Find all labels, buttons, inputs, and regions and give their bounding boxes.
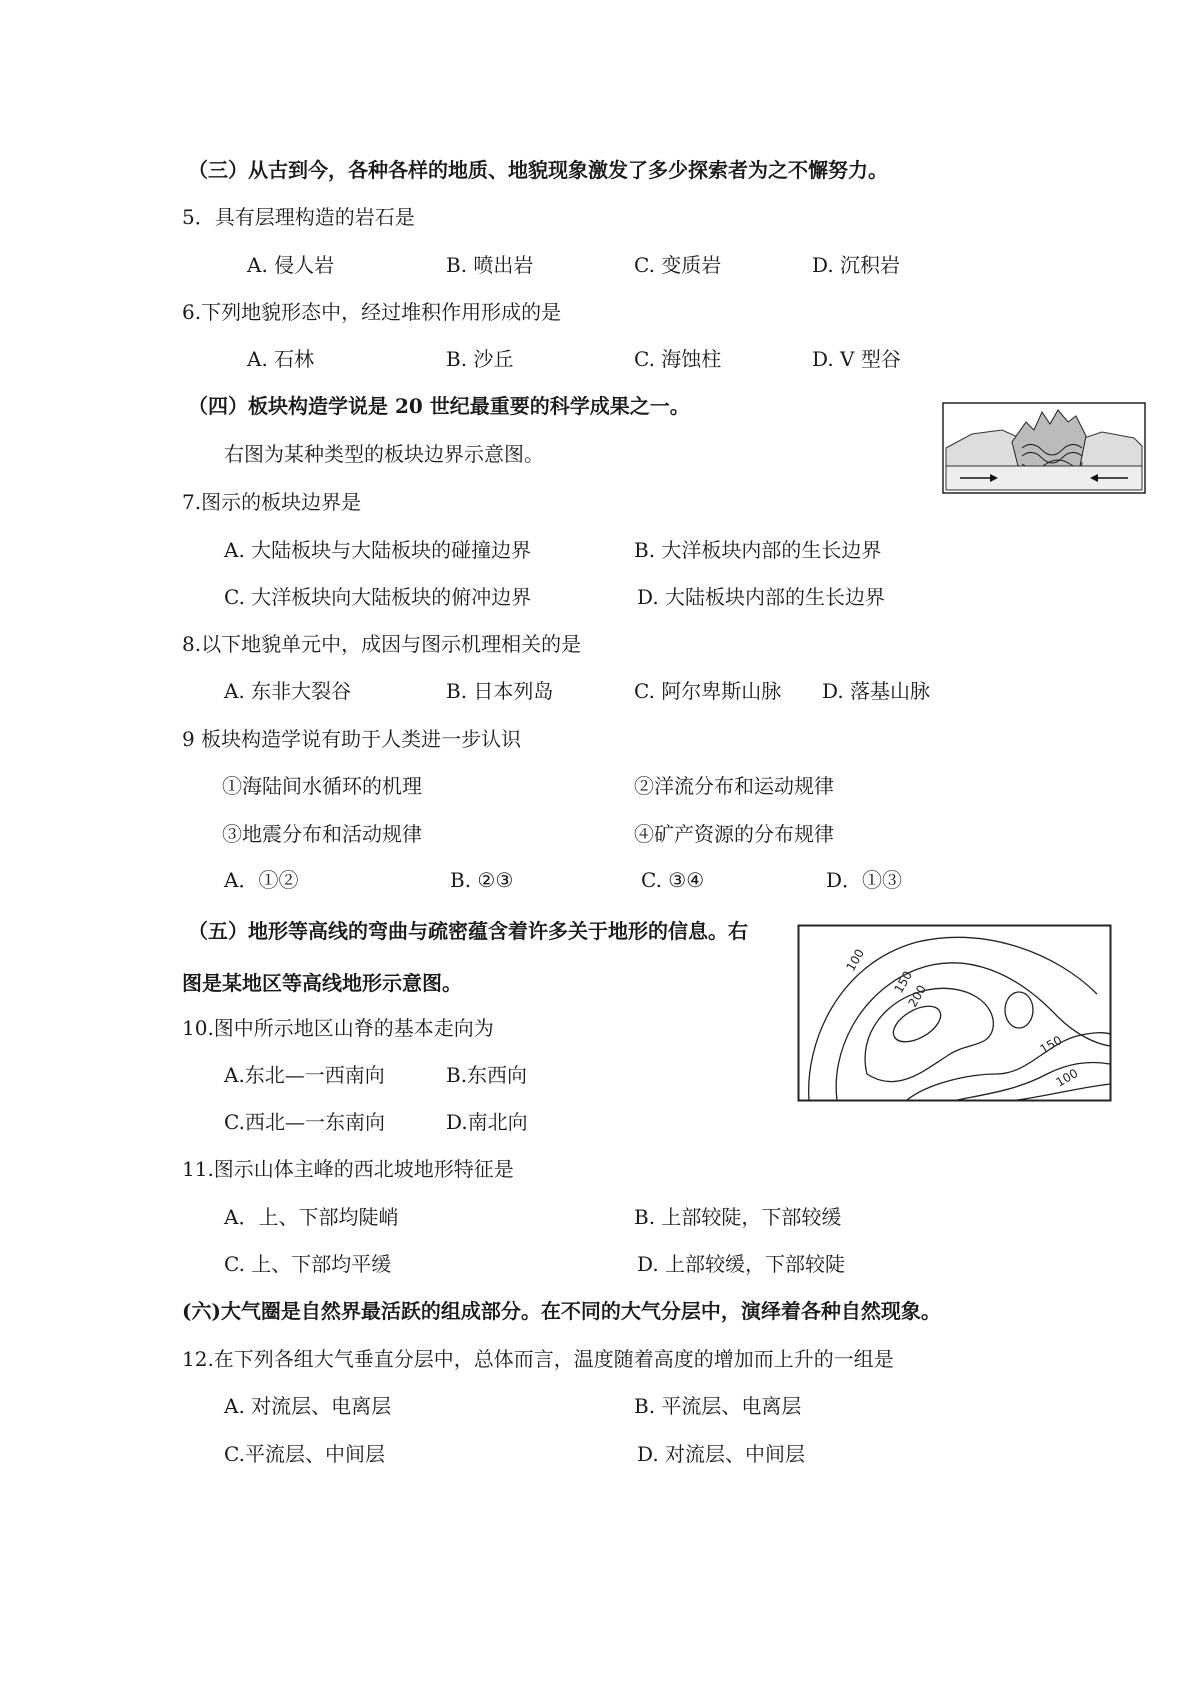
question-9-stem: 9 板块构造学说有助于人类进一步认识 — [182, 727, 522, 751]
contour-label-100-right: 100 — [1053, 1066, 1081, 1090]
question-6-option-d: D. V 型谷 — [812, 347, 901, 371]
question-6-stem: 6.下列地貌形态中，经过堆积作用形成的是 — [182, 300, 562, 324]
question-8-option-b: B. 日本列岛 — [446, 679, 554, 703]
question-6-option-a: A. 石林 — [247, 347, 315, 371]
question-7-option-c: C. 大洋板块向大陆板块的俯冲边界 — [224, 585, 532, 609]
question-9-item-3: ③地震分布和活动规律 — [222, 822, 422, 846]
question-10-option-b: B.东西向 — [446, 1063, 528, 1087]
question-8-stem: 8.以下地貌单元中，成因与图示机理相关的是 — [182, 632, 582, 656]
section-6-heading: (六)大气圈是自然界最活跃的组成部分。在不同的大气分层中，演绎着各种自然现象。 — [182, 1299, 941, 1323]
question-9-option-a: A．①② — [224, 868, 299, 892]
question-12-stem: 12.在下列各组大气垂直分层中，总体而言，温度随着高度的增加而上升的一组是 — [182, 1347, 894, 1371]
question-7-option-d: D. 大陆板块内部的生长边界 — [637, 585, 886, 609]
contour-map-svg — [797, 924, 1112, 1102]
contour-map — [797, 924, 1112, 1102]
question-10-option-d: D.南北向 — [446, 1110, 528, 1134]
contour-label-150-right: 150 — [1037, 1033, 1065, 1057]
contour-label-200: 200 — [905, 982, 930, 1010]
question-12-option-a: A. 对流层、电离层 — [224, 1394, 392, 1418]
question-11-option-b: B. 上部较陡，下部较缓 — [634, 1205, 842, 1229]
question-10-option-a: A.东北—一西南向 — [224, 1063, 385, 1087]
plate-boundary-diagram-svg — [942, 402, 1146, 494]
question-5-option-a: A. 侵人岩 — [247, 253, 335, 277]
section-4-intro: 右图为某种类型的板块边界示意图。 — [224, 442, 544, 466]
question-9-item-2: ②洋流分布和运动规律 — [634, 774, 834, 798]
question-9-option-d: D．①③ — [826, 868, 903, 892]
question-5-option-b: B. 喷出岩 — [446, 253, 534, 277]
question-8-option-a: A. 东非大裂谷 — [224, 679, 352, 703]
question-8-option-c: C. 阿尔卑斯山脉 — [634, 679, 782, 703]
question-12-option-c: C.平流层、中间层 — [224, 1442, 385, 1466]
question-9-item-1: ①海陆间水循环的机理 — [222, 774, 422, 798]
question-10-option-c: C.西北—一东南向 — [224, 1110, 385, 1134]
question-12-option-b: B. 平流层、电离层 — [634, 1394, 802, 1418]
plate-boundary-diagram — [942, 402, 1146, 494]
question-11-option-d: D. 上部较缓，下部较陡 — [637, 1252, 846, 1276]
contour-label-100-top: 100 — [843, 946, 868, 974]
contour-label-150-top: 150 — [891, 968, 916, 996]
question-9-option-b: B. ②③ — [450, 868, 514, 892]
question-11-stem: 11.图示山体主峰的西北坡地形特征是 — [182, 1157, 514, 1181]
section-5-heading-line-1: （五）地形等高线的弯曲与疏密蕴含着许多关于地形的信息。右 — [188, 919, 748, 943]
question-6-option-b: B. 沙丘 — [446, 347, 514, 371]
question-5-stem: 5．具有层理构造的岩石是 — [182, 205, 415, 229]
question-12-option-d: D. 对流层、中间层 — [637, 1442, 806, 1466]
question-7-stem: 7.图示的板块边界是 — [182, 490, 362, 514]
section-5-heading-line-2: 图是某地区等高线地形示意图。 — [182, 971, 462, 995]
question-11-option-c: C. 上、下部均平缓 — [224, 1252, 392, 1276]
question-10-stem: 10.图中所示地区山脊的基本走向为 — [182, 1016, 494, 1040]
question-8-option-d: D. 落基山脉 — [822, 679, 931, 703]
question-9-item-4: ④矿产资源的分布规律 — [634, 822, 834, 846]
section-3-heading: （三）从古到今，各种各样的地质、地貌现象激发了多少探索者为之不懈努力。 — [188, 158, 888, 182]
question-7-option-a: A. 大陆板块与大陆板块的碰撞边界 — [224, 538, 532, 562]
question-7-option-b: B. 大洋板块内部的生长边界 — [634, 538, 882, 562]
question-11-option-a: A．上、下部均陡峭 — [224, 1205, 399, 1229]
question-5-option-d: D. 沉积岩 — [812, 253, 901, 277]
question-9-option-c: C. ③④ — [641, 868, 705, 892]
question-5-option-c: C. 变质岩 — [634, 253, 722, 277]
question-6-option-c: C. 海蚀柱 — [634, 347, 722, 371]
section-4-heading: （四）板块构造学说是 20 世纪最重要的科学成果之一。 — [188, 394, 690, 418]
